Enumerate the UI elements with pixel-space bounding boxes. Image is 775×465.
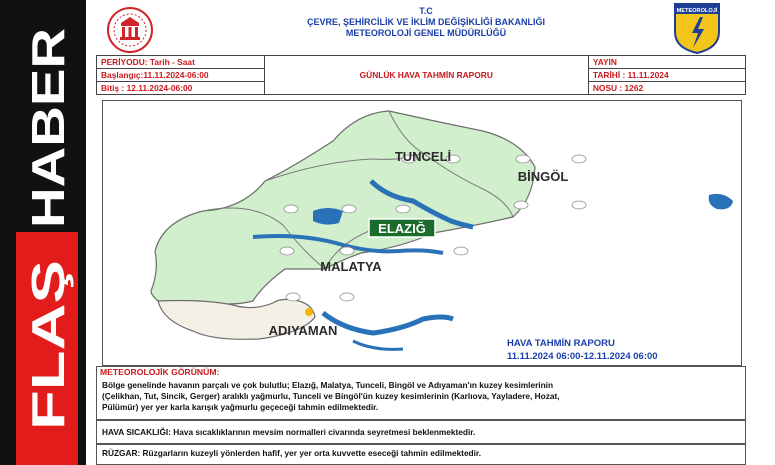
brand-text-flas: FLAŞ bbox=[22, 309, 74, 430]
number-value: : 1262 bbox=[619, 83, 644, 93]
wind-text: RÜZGAR: Rüzgarların kuzeyli yönlerden hafif, yer yer orta kuvvette eseceği tahmin edilmektedir. bbox=[102, 448, 482, 458]
temperature-text: HAVA SICAKLIĞI: Hava sıcaklıklarının mevsim normalleri civarında seyretmesi beklenmektedir. bbox=[102, 427, 476, 437]
forecast-title: HAVA TAHMİN RAPORU bbox=[507, 338, 615, 349]
period-value: Tarih - Saat bbox=[149, 57, 195, 67]
ministry-seal-icon bbox=[106, 6, 154, 54]
city-label-malatya: MALATYA bbox=[320, 259, 382, 274]
river-south bbox=[353, 341, 403, 349]
org-line-1: T.C bbox=[419, 6, 433, 16]
temperature-section bbox=[96, 420, 746, 444]
number-label: NOSU bbox=[592, 83, 618, 93]
date-value: : 11.11.2024 bbox=[622, 70, 669, 80]
lake-east bbox=[709, 194, 733, 209]
report-header bbox=[96, 0, 752, 56]
end-label: Bitiş bbox=[101, 83, 120, 93]
brand-logo bbox=[16, 0, 78, 465]
city-label-elazig: ELAZIĞ bbox=[378, 221, 426, 236]
date-label: TARİHİ bbox=[592, 70, 621, 80]
meteoroloji-logo-icon bbox=[672, 2, 722, 54]
forecast-range-label bbox=[507, 337, 658, 363]
publication-label: YAYIN bbox=[588, 56, 745, 69]
ministry-title bbox=[216, 6, 636, 39]
outlook-title: METEOROLOJİK GÖRÜNÜM: bbox=[100, 367, 220, 377]
city-label-tunceli: TUNCELİ bbox=[394, 149, 452, 164]
outlook-line-1: Bölge genelinde havanın parçalı ve çok bulutlu; Elazığ, Malatya, Tunceli, Bingöl ve Adıyaman'ın kuzey kesimlerinin bbox=[102, 380, 554, 390]
outlook-section bbox=[96, 366, 746, 420]
period-cell bbox=[97, 56, 265, 69]
org-line-2: ÇEVRE, ŞEHİRCİLİK VE İKLİM DEĞİŞİKLİĞİ BAKANLIĞI bbox=[306, 17, 546, 27]
city-label-adiyaman: ADIYAMAN bbox=[268, 323, 338, 338]
number-cell bbox=[588, 82, 745, 95]
period-label: PERİYODU: bbox=[101, 57, 148, 67]
outlook-line-2: (Çelikhan, Tut, Sincik, Gerger) aralıklı yağmurlu, Tunceli ve Bingöl'ün kuzey kesimlerinin (Karlıova, Yayladere, Hozat, bbox=[102, 391, 560, 401]
org-line-3: METEOROLOJİ GENEL MÜDÜRLÜĞÜ bbox=[345, 28, 507, 38]
sun-icon bbox=[305, 308, 313, 316]
ataturk-dam bbox=[323, 313, 453, 333]
start-cell bbox=[97, 69, 265, 82]
outlook-line-3: Pülümür) yer yer karla karışık yağmurlu geçeceği tahmin edilmektedir. bbox=[102, 402, 379, 412]
end-cell bbox=[97, 82, 265, 95]
brand-text-haber: HABER bbox=[22, 64, 74, 228]
wind-section bbox=[96, 444, 746, 465]
logo-text: METEOROLOJİ bbox=[676, 8, 718, 14]
city-label-bingol: BİNGÖL bbox=[517, 169, 569, 184]
report-title: GÜNLÜK HAVA TAHMİN RAPORU bbox=[264, 56, 588, 95]
forecast-map bbox=[102, 100, 742, 366]
lake-hazar bbox=[313, 208, 343, 225]
report-meta-table bbox=[96, 55, 746, 95]
start-value: 11.11.2024-06:00 bbox=[143, 70, 209, 80]
date-cell bbox=[588, 69, 745, 82]
start-label: Başlangıç: bbox=[101, 70, 144, 80]
report-document bbox=[96, 0, 752, 465]
end-value: : 12.11.2024-06:00 bbox=[121, 83, 193, 93]
forecast-range: 11.11.2024 06:00-12.11.2024 06:00 bbox=[507, 351, 658, 362]
